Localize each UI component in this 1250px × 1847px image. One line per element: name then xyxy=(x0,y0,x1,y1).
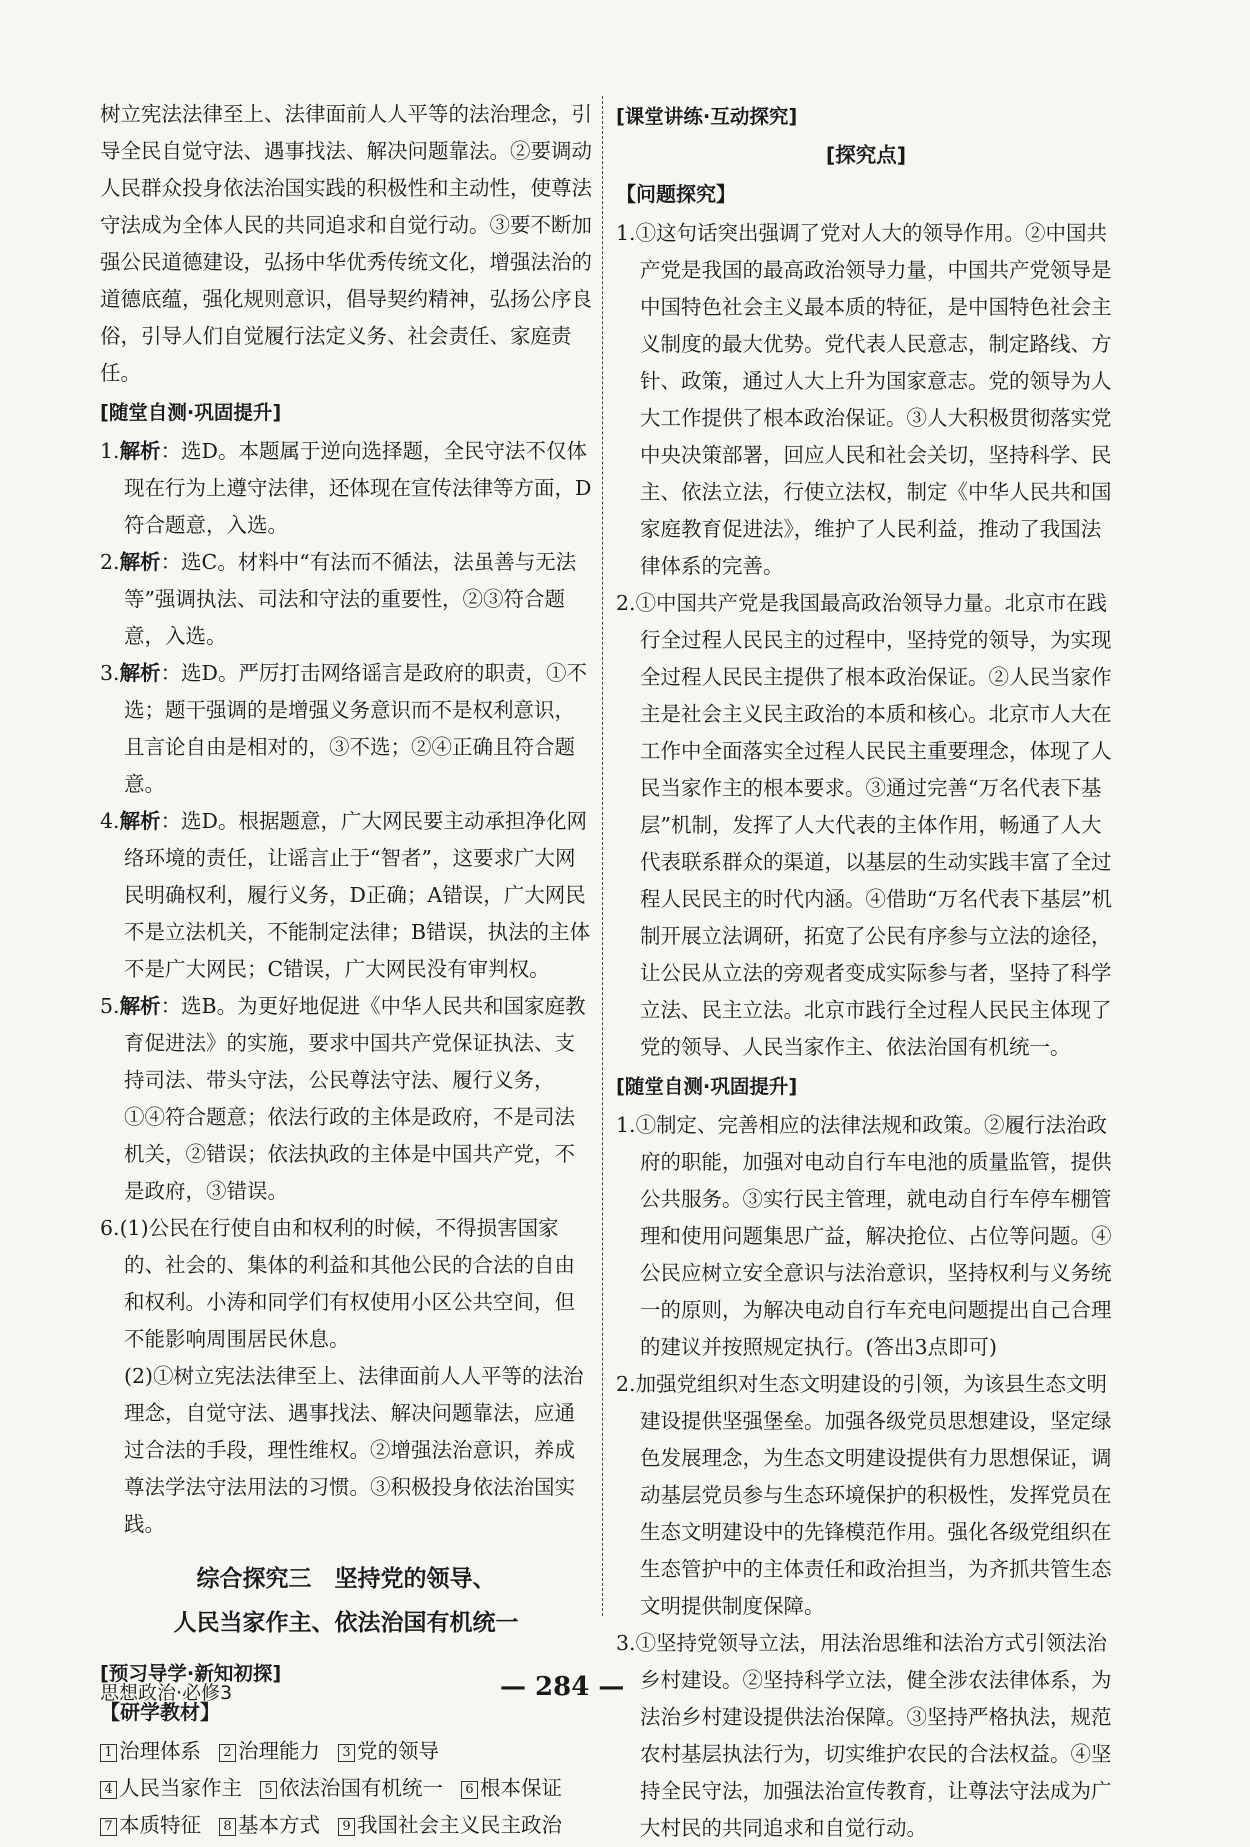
test-answer-1: 1.①制定、完善相应的法律法规和政策。②履行法治政府的职能，加强对电动自行车电池的质量监管，提供公共服务。③实行民主管理，就电动自行车停车棚管理和使用问题集思广益，解决抢位、占位等问题。④公民应树立安全意识与法治意识，坚持权利与义务统一的原则，为解决电动自行车充电问题提出自己合理的建议并按照规定执行。(答出3点即可) xyxy=(616,1113,1112,1359)
answer-item-2: 2.解析：选C。材料中“有法而不循法，法虽善与无法等”强调执法、司法和守法的重要性，②③符合题意，入选。 xyxy=(100,550,577,648)
textbook-item: 1 治理体系 xyxy=(100,1733,201,1770)
answer-item-3: 3.解析：选D。严厉打击网络谣言是政府的职责，①不选；题干强调的是增强义务意识而不是权利意识，且言论自由是相对的，③不选；②④正确且符合题意。 xyxy=(100,661,587,796)
section-header-self-test: [随堂自测·巩固提升] xyxy=(100,401,282,424)
chapter-heading xyxy=(100,1557,592,1645)
test-answer-2: 2.加强党组织对生态文明建设的引领，为该县生态文明建设提供坚强堡垒。加强各级党员思想建设，坚定绿色发展理念，为生态文明建设提供有力思想保证，调动基层党员参与生态环境保护的积极性，发挥党员在生态文明建设中的先锋模范作用。强化各级党组织在生态管护中的主体责任和政治担当，为齐抓共管生态文明提供制度保障。 xyxy=(616,1372,1112,1618)
section-header-preview: [预习导学·新知初探] xyxy=(100,1662,282,1685)
footer-subject: 思想政治·必修3 xyxy=(100,1682,233,1704)
textbook-item: 3 党的领导 xyxy=(338,1733,439,1770)
answer-item-5: 5.解析：选B。为更好地促进《中华人民共和国家庭教育促进法》的实施，要求中国共产党保证执法、支持司法、带头守法，公民尊法守法、履行义务，①④符合题意；依法行政的主体是政府，不是司法机关，②错误；依法执政的主体是中国共产党，不是政府，③错误。 xyxy=(100,994,586,1203)
textbook-item: 7 本质特征 xyxy=(100,1807,201,1844)
sub-header-textbook: 【研学教材】 xyxy=(100,1700,220,1724)
textbook-item: 4 人民当家作主 xyxy=(100,1770,242,1807)
answer-item-1: 1.解析：选D。本题属于逆向选择题，全民守法不仅体现在行为上遵守法律，还体现在宣传法律等方面，D符合题意，入选。 xyxy=(100,439,592,537)
column-divider xyxy=(602,96,603,1616)
textbook-item: 8 基本方式 xyxy=(219,1807,320,1844)
textbook-item: 2 治理能力 xyxy=(219,1733,320,1770)
textbook-item: 6 根本保证 xyxy=(461,1770,562,1807)
explore-answer-2: 2.①中国共产党是我国最高政治领导力量。北京市在践行全过程人民民主的过程中，坚持党的领导，为实现全过程人民民主提供了根本政治保证。②人民当家作主是社会主义民主政治的本质和核心。北京市人大在工作中全面落实全过程人民民主重要理念，体现了人民当家作主的根本要求。③通过完善“万名代表下基层”机制，发挥了人大代表的主体作用，畅通了人大代表联系群众的渠道，以基层的生动实践丰富了全过程人民民主的时代内涵。④借助“万名代表下基层”机制开展立法调研，拓宽了公民有序参与立法的途径，让公民从立法的旁观者变成实际参与者，坚持了科学立法、民主立法。北京市践行全过程人民民主体现了党的领导、人民当家作主、依法治国有机统一。 xyxy=(616,591,1112,1059)
intro-paragraph: 树立宪法法律至上、法律面前人人平等的法治理念，引导全民自觉守法、遇事找法、解决问题靠法。②要调动人民群众投身依法治国实践的积极性和主动性，使尊法守法成为全体人民的共同追求和自觉行动。③要不断加强公民道德建设，弘扬中华优秀传统文化，增强法治的道德底蕴，强化规则意识，倡导契约精神，弘扬公序良俗，引导人们自觉履行法定义务、社会责任、家庭责任。 xyxy=(100,102,592,385)
textbook-item: 9 我国社会主义民主政治 xyxy=(338,1807,562,1844)
section-header-self-test-2: [随堂自测·巩固提升] xyxy=(616,1075,798,1098)
answer-item-6-part2: (2)①树立宪法法律至上、法律面前人人平等的法治理念，自觉守法、遇事找法、解决问题靠法，应通过合法的手段，理性维权。②增强法治意识，养成尊法学法守法用法的习惯。③积极投身依法治国实践。 xyxy=(124,1364,584,1536)
chapter-heading-line2: 人民当家作主、依法治国有机统一 xyxy=(173,1610,519,1636)
explore-answer-1: 1.①这句话突出强调了党对人大的领导作用。②中国共产党是我国的最高政治领导力量，中国共产党领导是中国特色社会主义最本质的特征，是中国特色社会主义制度的最大优势。党代表人民意志，制定路线、方针、政策，通过人大上升为国家意志。党的领导为人大工作提供了根本政治保证。③人大积极贯彻落实党中央决策部署，回应人民和社会关切，坚持科学、民主、依法立法，行使立法权，制定《中华人民共和国家庭教育促进法》，维护了人民利益，推动了我国法律体系的完善。 xyxy=(616,221,1112,578)
textbook-item: 5 依法治国有机统一 xyxy=(260,1770,443,1807)
page-number: — 284 — xyxy=(500,1672,625,1702)
textbook-items xyxy=(100,1733,592,1844)
test-answer-3: 3.①坚持党领导立法，用法治思维和法治方式引领法治乡村建设。②坚持科学立法，健全涉农法律体系，为法治乡村建设提供法治保障。③坚持严格执法，规范农村基层执法行为，切实维护农民的合法权益。④坚持全民守法，加强法治宣传教育，让尊法守法成为广大村民的共同追求和自觉行动。 xyxy=(616,1631,1112,1840)
answer-item-6: 6.(1)公民在行使自由和权利的时候，不得损害国家的、社会的、集体的利益和其他公民的合法的自由和权利。小涛和同学们有权使用小区公共空间，但不能影响周围居民休息。 xyxy=(100,1216,575,1351)
answer-item-4: 4.解析：选D。根据题意，广大网民要主动承担净化网络环境的责任，让谣言止于“智者”，这要求广大网民明确权利，履行义务，D正确；A错误，广大网民不是立法机关，不能制定法律；B错误，执法的主体不是广大网民；C错误，广大网民没有审判权。 xyxy=(100,809,591,981)
right-column xyxy=(616,96,1116,1847)
explore-point-title: [探究点] xyxy=(825,143,907,167)
left-column xyxy=(100,96,592,1844)
chapter-heading-line1: 综合探究三 坚持党的领导、 xyxy=(196,1566,496,1592)
section-header-classroom: [课堂讲练·互动探究] xyxy=(616,105,798,128)
sub-header-question-explore: 【问题探究】 xyxy=(616,182,736,206)
